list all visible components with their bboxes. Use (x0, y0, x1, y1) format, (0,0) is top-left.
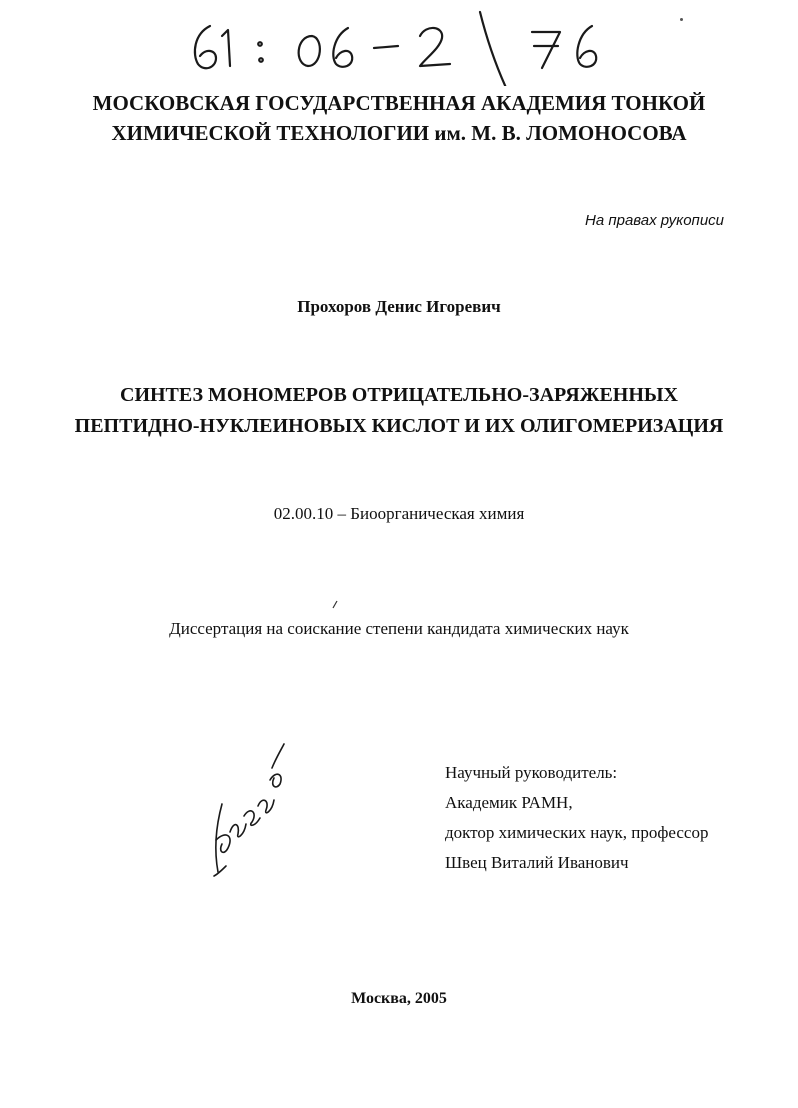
manuscript-rights-note: На правах рукописи (585, 212, 724, 229)
advisor-label: Научный руководитель: (445, 763, 618, 782)
degree-statement: Диссертация на соискание степени кандидата химических наук (169, 619, 629, 638)
stray-mark (330, 600, 340, 610)
city-and-year: Москва, 2005 (351, 990, 447, 1007)
institution-name (0, 88, 798, 148)
advisor-name: Швец Виталий Иванович (445, 853, 629, 872)
author-signature (204, 740, 288, 880)
dissertation-title (0, 380, 798, 442)
institution-line-2: ХИМИЧЕСКОЙ ТЕХНОЛОГИИ им. М. В. ЛОМОНОСОВА (111, 121, 687, 145)
scientific-advisor-block (445, 758, 708, 878)
advisor-rank: Академик РАМН, (445, 793, 573, 812)
advisor-degree: доктор химических наук, профессор (445, 823, 709, 842)
title-line-2: ПЕПТИДНО-НУКЛЕИНОВЫХ КИСЛОТ И ИХ ОЛИГОМЕРИЗАЦИЯ (74, 415, 724, 437)
author-name: Прохоров Денис Игоревич (297, 297, 501, 316)
handwritten-shelf-mark (188, 6, 608, 86)
specialty-code: 02.00.10 – Биоорганическая химия (273, 504, 525, 523)
institution-line-1: МОСКОВСКАЯ ГОСУДАРСТВЕННАЯ АКАДЕМИЯ ТОНКОЙ (92, 91, 706, 115)
scan-dot (680, 18, 683, 21)
title-line-1: СИНТЕЗ МОНОМЕРОВ ОТРИЦАТЕЛЬНО-ЗАРЯЖЕННЫХ (120, 384, 678, 406)
